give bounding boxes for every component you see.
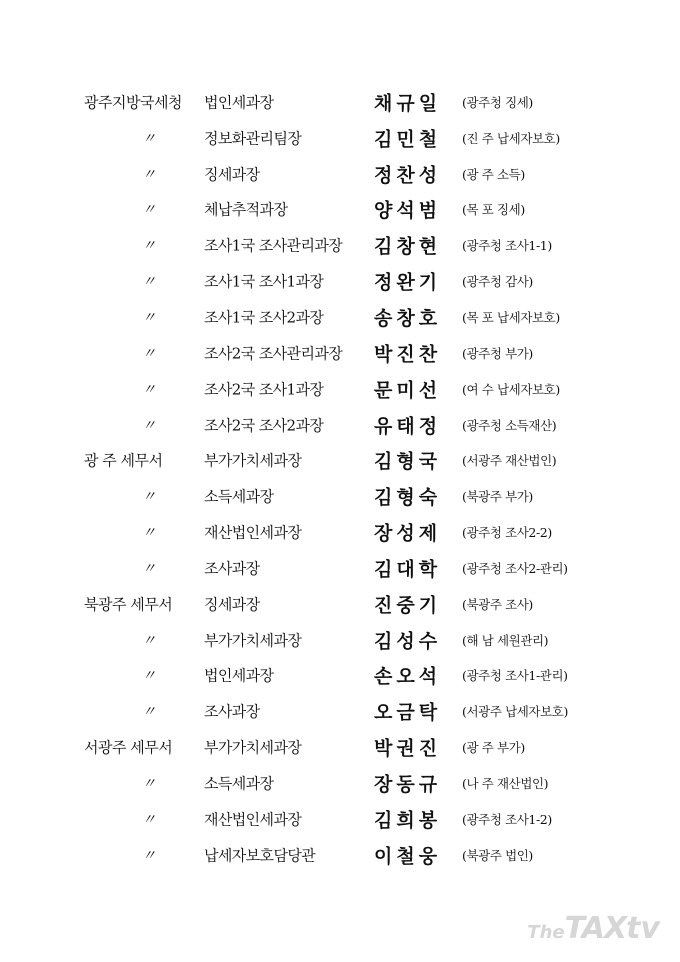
previous-post: (진 주 납세자보호) [462,130,560,146]
department-title: 조사2국 조사관리과장 [204,344,343,363]
previous-post: (광주청 조사2-관리) [462,560,568,576]
previous-post: (여 수 납세자보호) [462,381,560,397]
previous-post: (광주청 징세) [462,94,533,110]
personnel-row [0,192,680,228]
person-name: 손오석 [374,665,442,688]
logo-the: The [527,922,565,943]
department-title: 체납추적과장 [204,200,288,219]
department-title: 법인세과장 [204,93,274,112]
person-name: 김대학 [374,558,442,581]
person-name: 정완기 [374,271,442,294]
ditto-mark: 〃 [142,130,156,147]
department-title: 징세과장 [204,595,260,614]
person-name: 정찬성 [374,164,442,187]
ditto-mark: 〃 [142,309,156,326]
thetaxtv-watermark-logo [527,911,660,946]
department-title: 조사1국 조사관리과장 [204,236,343,255]
personnel-row [0,622,680,658]
previous-post: (광주청 소득재산) [462,417,557,433]
ditto-mark: 〃 [142,166,156,183]
ditto-mark: 〃 [142,704,156,721]
personnel-row [0,729,680,765]
previous-post: (광주청 부가) [462,345,533,361]
ditto-mark: 〃 [142,811,156,828]
department-title: 정보화관리팀장 [204,129,302,148]
previous-post: (광주청 조사1-1) [462,238,552,254]
previous-post: (서광주 재산법인) [462,453,557,469]
department-title: 소득세과장 [204,487,274,506]
department-title: 납세자보호담당관 [204,846,316,865]
personnel-row [0,586,680,622]
office-name: 광주지방국세청 [84,93,182,112]
previous-post: (목 포 납세자보호) [462,309,560,325]
previous-post: (서광주 납세자보호) [462,704,568,720]
ditto-mark: 〃 [142,202,156,219]
office-name: 서광주 세무서 [84,738,173,757]
person-name: 김성수 [374,630,442,653]
ditto-mark: 〃 [142,560,156,577]
person-name: 이철웅 [374,845,442,868]
logo-tax: TAX [564,911,627,946]
person-name: 김민철 [374,128,442,151]
ditto-mark: 〃 [142,775,156,792]
personnel-list [0,84,680,873]
personnel-row [0,335,680,371]
previous-post: (광주청 조사1-2) [462,811,552,827]
previous-post: (광주청 조사2-2) [462,525,552,541]
ditto-mark: 〃 [142,274,156,291]
ditto-mark: 〃 [142,238,156,255]
personnel-row [0,693,680,729]
ditto-mark: 〃 [142,381,156,398]
personnel-row [0,156,680,192]
personnel-row [0,837,680,873]
department-title: 법인세과장 [204,666,274,685]
personnel-row [0,801,680,837]
department-title: 부가가치세과장 [204,738,302,757]
personnel-row [0,658,680,694]
personnel-row [0,299,680,335]
person-name: 장성제 [374,522,442,545]
previous-post: (광 주 소득) [462,166,525,182]
department-title: 조사2국 조사1과장 [204,380,324,399]
department-title: 부가가치세과장 [204,451,302,470]
person-name: 김창현 [374,235,442,258]
personnel-row [0,407,680,443]
personnel-row [0,263,680,299]
person-name: 진중기 [374,594,442,617]
personnel-row [0,120,680,156]
ditto-mark: 〃 [142,489,156,506]
department-title: 징세과장 [204,165,260,184]
logo-tv: tv [626,911,660,946]
person-name: 박권진 [374,737,442,760]
ditto-mark: 〃 [142,847,156,864]
previous-post: (나 주 재산법인) [462,775,549,791]
person-name: 양석범 [374,199,442,222]
person-name: 장동규 [374,773,442,796]
previous-post: (광주청 감사) [462,274,533,290]
ditto-mark: 〃 [142,345,156,362]
person-name: 김희봉 [374,809,442,832]
previous-post: (해 남 세원관리) [462,632,549,648]
personnel-row [0,765,680,801]
department-title: 재산법인세과장 [204,523,302,542]
person-name: 김형숙 [374,486,442,509]
personnel-row [0,227,680,263]
office-name: 북광주 세무서 [84,595,173,614]
department-title: 조사과장 [204,702,260,721]
personnel-row [0,514,680,550]
person-name: 채규일 [374,92,442,115]
person-name: 김형국 [374,450,442,473]
department-title: 소득세과장 [204,774,274,793]
previous-post: (광 주 부가) [462,740,525,756]
previous-post: (광주청 조사1-관리) [462,668,568,684]
personnel-row [0,478,680,514]
ditto-mark: 〃 [142,632,156,649]
person-name: 유태정 [374,415,442,438]
department-title: 조사1국 조사1과장 [204,272,324,291]
person-name: 박진찬 [374,343,442,366]
personnel-row [0,442,680,478]
previous-post: (북광주 조사) [462,596,533,612]
ditto-mark: 〃 [142,417,156,434]
department-title: 조사1국 조사2과장 [204,308,324,327]
department-title: 조사과장 [204,559,260,578]
department-title: 부가가치세과장 [204,631,302,650]
personnel-row [0,371,680,407]
previous-post: (북광주 부가) [462,489,533,505]
previous-post: (목 포 징세) [462,202,525,218]
department-title: 조사2국 조사2과장 [204,416,324,435]
office-name: 광 주 세무서 [84,451,163,470]
personnel-row [0,550,680,586]
department-title: 재산법인세과장 [204,810,302,829]
previous-post: (북광주 법인) [462,847,533,863]
ditto-mark: 〃 [142,525,156,542]
ditto-mark: 〃 [142,668,156,685]
person-name: 문미선 [374,379,442,402]
person-name: 오금탁 [374,701,442,724]
personnel-row [0,84,680,120]
person-name: 송창호 [374,307,442,330]
